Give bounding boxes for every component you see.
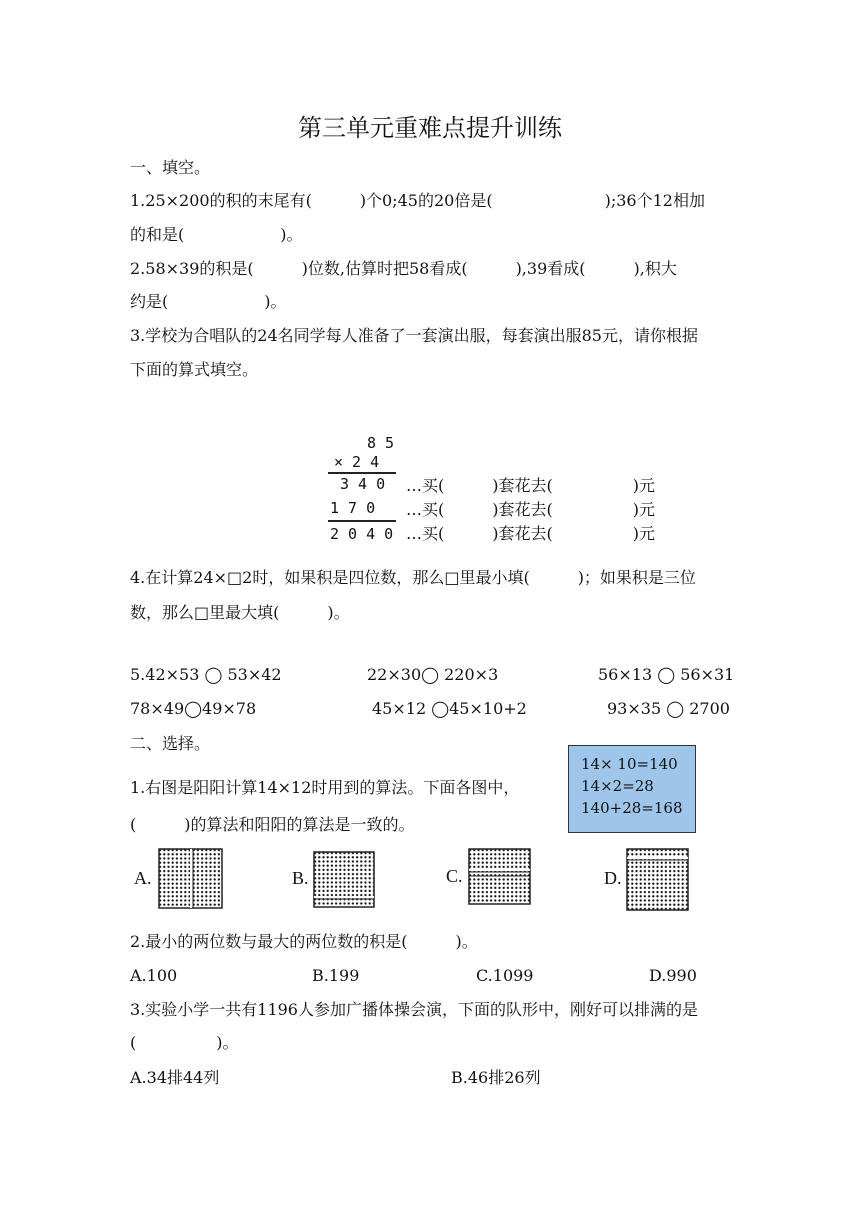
page-title: 第三单元重难点提升训练: [298, 114, 562, 142]
calc-row-multiplicand: 8 5: [367, 434, 395, 452]
calc-line-2: [328, 520, 396, 522]
q1-line1: 1.25×200的积的末尾有( )个0;45的20倍是( );36个12相加: [130, 191, 705, 210]
calc-note-1: …买( )套花去( )元: [406, 476, 655, 495]
yangyang-method-box: [568, 745, 696, 833]
dot-grid-option-a: [158, 848, 224, 910]
c1-line1: 1.右图是阳阳计算14×12时用到的算法。下面各图中，: [130, 778, 520, 797]
q4-line2: 数，那么□里最大填( )。: [130, 603, 350, 622]
c3-option-b: B.46排26列: [451, 1068, 541, 1087]
q5-compare-e: 45×12 ◯45×10+2: [372, 699, 527, 718]
calc-note-3: …买( )套花去( )元: [406, 524, 655, 543]
c3-option-a: A.34排44列: [130, 1068, 220, 1087]
calc-row-multiplier: × 2 4: [334, 453, 380, 471]
dot-grid-option-c: [468, 848, 532, 906]
option-c-label: C.: [446, 866, 463, 886]
c3-line1: 3.实验小学一共有1196人参加广播体操会演，下面的队形中，刚好可以排满的是: [130, 1000, 698, 1019]
c3-line2: ( )。: [130, 1033, 239, 1052]
c2-option-d: D.990: [649, 966, 697, 985]
calc-row-product: 2 0 4 0: [330, 525, 394, 543]
option-b-label: B.: [292, 868, 309, 888]
q3-line2: 下面的算式填空。: [130, 360, 259, 379]
section2-heading: 二、选择。: [130, 734, 211, 753]
method-step-2: 14×2=28: [581, 777, 654, 795]
c2-option-a: A.100: [130, 966, 178, 985]
q2-line2: 约是( )。: [130, 292, 287, 311]
section1-heading: 一、填空。: [130, 158, 211, 177]
calc-note-2: …买( )套花去( )元: [406, 500, 655, 519]
q5-compare-f: 93×35 ◯ 2700: [607, 699, 730, 718]
c2-question: 2.最小的两位数与最大的两位数的积是( )。: [130, 932, 478, 951]
q5-compare-b: 22×30◯ 220×3: [367, 665, 499, 684]
calc-row-partial1: 3 4 0: [340, 475, 386, 493]
method-step-1: 14× 10=140: [581, 755, 678, 773]
calc-row-partial2: 1 7 0: [330, 499, 376, 517]
method-step-3: 140+28=168: [581, 799, 683, 817]
q5-compare-d: 78×49◯49×78: [130, 699, 257, 718]
q2-line1: 2.58×39的积是( )位数,估算时把58看成( ),39看成( ),积大: [130, 259, 677, 278]
dot-grid-option-d: [626, 848, 690, 912]
q5-compare-a: 5.42×53 ◯ 53×42: [130, 665, 282, 684]
c1-line2: ( )的算法和阳阳的算法是一致的。: [130, 815, 415, 834]
option-d-label: D.: [604, 868, 622, 888]
dot-grid-option-b: [313, 851, 376, 909]
c2-option-c: C.1099: [476, 966, 534, 985]
q3-line1: 3.学校为合唱队的24名同学每人准备了一套演出服，每套演出服85元，请你根据: [130, 326, 698, 345]
c2-option-b: B.199: [312, 966, 360, 985]
q4-line1: 4.在计算24×□2时，如果积是四位数，那么□里最小填( )；如果积是三位: [130, 568, 696, 587]
q5-compare-c: 56×13 ◯ 56×31: [598, 665, 735, 684]
q1-line2: 的和是( )。: [130, 225, 303, 244]
option-a-label: A.: [134, 868, 152, 888]
